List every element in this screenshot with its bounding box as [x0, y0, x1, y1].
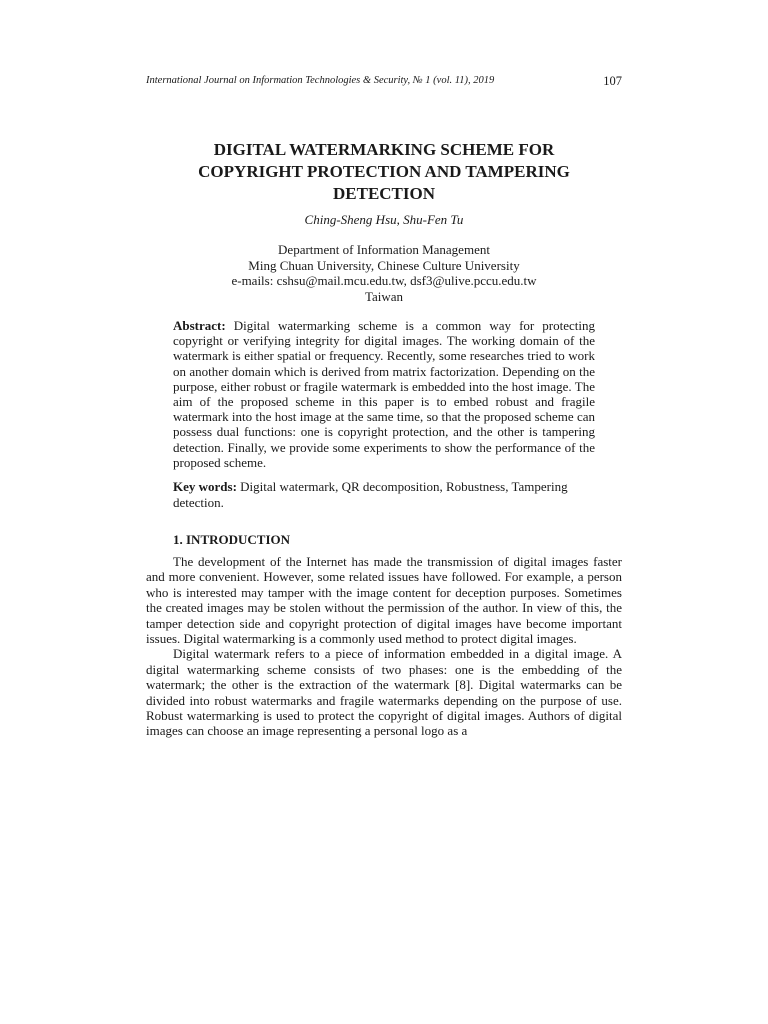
title-line: DETECTION — [332, 184, 436, 203]
body-paragraph: Digital watermark refers to a piece of information embedded in a digital image. A digital watermarking scheme consists of two phases: one is the embedding of the watermark; the other is the extraction of the watermark [8]. Digital watermarks can be divided into robust watermarks and fragile watermarks depending on the purpose of use. Robust watermarking is used to protect the copyright of digital images. Authors of digital images can choose an image representing a personal logo as a — [146, 646, 622, 739]
country: Taiwan — [364, 288, 404, 304]
abstract-label: Abstract: — [173, 318, 226, 333]
introduction-body — [146, 554, 622, 739]
page-number: 107 — [603, 74, 622, 88]
running-header — [146, 74, 622, 92]
paper-title — [146, 139, 622, 205]
affiliation-block — [146, 242, 622, 304]
keywords-label: Key words: — [173, 479, 237, 494]
paper-page — [146, 0, 622, 1024]
keywords — [173, 479, 595, 511]
keywords-text: Digital watermark, QR decomposition, Robustness, Tampering detection. — [173, 479, 568, 510]
abstract — [173, 318, 595, 470]
abstract-text: Digital watermarking scheme is a common way for protecting copyright or verifying integrity for digital images. The working domain of the watermark is either spatial or frequency. Recently, some researches tried to work on another domain which is derived from matrix factorization. Depending on the purpose, either robust or fragile watermark is embedded into the host image. The aim of the proposed scheme in this paper is to embed robust and fragile watermark into the host image at the same time, so that the proposed scheme can possess dual functions: one is copyright protection, and the other is tampering detection. Finally, we provide some experiments to show the performance of the proposed scheme. — [173, 318, 596, 470]
section-heading-introduction: 1. INTRODUCTION — [173, 532, 291, 547]
title-line: DIGITAL WATERMARKING SCHEME FOR — [213, 140, 555, 159]
author-list: Ching-Sheng Hsu, Shu-Fen Tu — [304, 212, 464, 227]
department: Department of Information Management — [278, 242, 490, 257]
journal-citation: International Journal on Information Technologies & Security, № 1 (vol. 11), 2019 — [146, 75, 495, 86]
universities: Ming Chuan University, Chinese Culture University — [248, 257, 520, 273]
title-line: COPYRIGHT PROTECTION AND TAMPERING — [198, 162, 570, 181]
body-paragraph: The development of the Internet has made the transmission of digital images faster and more convenient. However, some related issues have followed. For example, a person who is interested may tamper with the image content for deception purposes. Sometimes the created images may be stolen without the permission of the author. In view of this, the tamper detection side and copyright protection of digital images have become important issues. Digital watermarking is a commonly used method to protect digital images. — [146, 554, 622, 647]
author-emails: e-mails: cshsu@mail.mcu.edu.tw, dsf3@ulive.pccu.edu.tw — [231, 273, 537, 288]
